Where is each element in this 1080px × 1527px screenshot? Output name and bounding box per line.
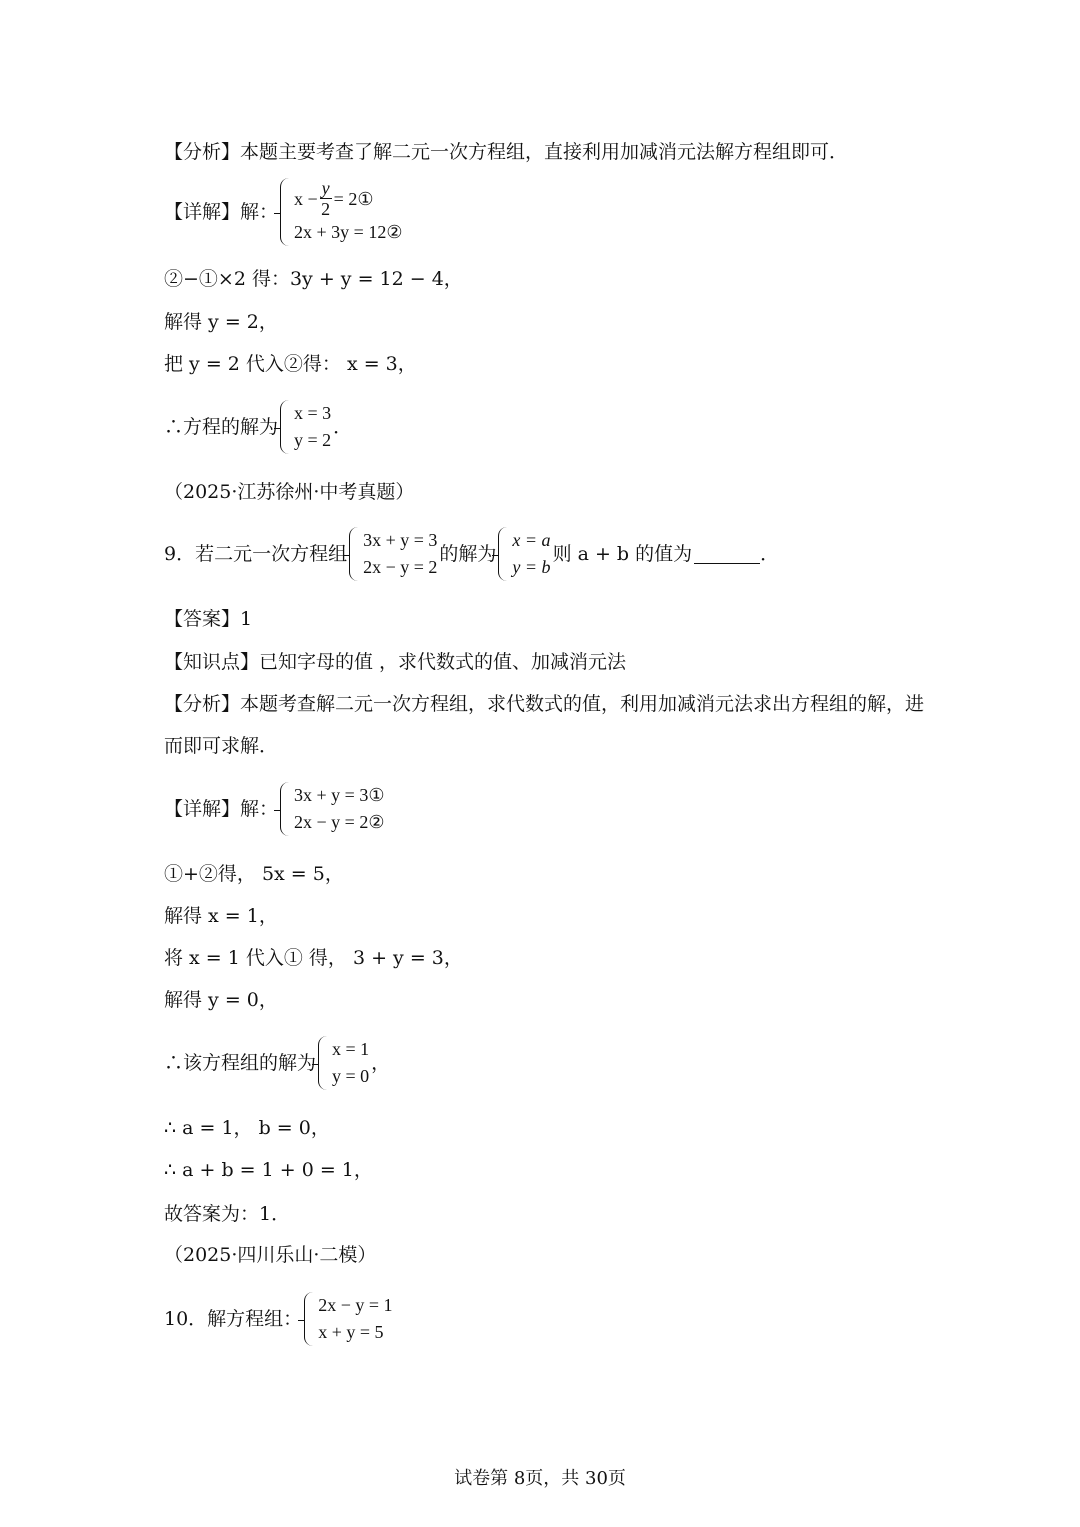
analysis-8: 【分析】本题主要考查了解二元一次方程组，直接利用加减消元法解方程组即可． — [164, 141, 849, 163]
fraction-y-over-2: $\frac{y}{2}$ — [321, 178, 331, 219]
step-9-5: ∴ a = 1， b = 0， — [164, 1117, 330, 1139]
question-10: 10．解方程组： 2x − y = 1 x + y = 5 — [164, 1292, 395, 1346]
detail-9: 【详解】解： 3x + y = 3① 2x − y = 2② — [164, 782, 386, 836]
step-8-1: ②−①×2 得：3y + y = 12 − 4， — [164, 268, 463, 290]
question-9: 9．若二元一次方程组 3x + y = 3 2x − y = 2 的解为 x = a y = b 则 a + b 的值为 ． — [164, 527, 779, 581]
solution-system-8: x = 3 y = 2 — [280, 400, 331, 454]
brace — [280, 400, 290, 454]
step-9-4: 解得 y = 0， — [164, 989, 278, 1011]
detail-8: 【详解】解： x − $\frac{y}{2}$ = 2① 2x + 3y = 12② — [164, 178, 404, 246]
solution-system-9: x = a y = b — [498, 527, 550, 581]
analysis-9-line2: 而即可求解． — [164, 735, 279, 757]
source-9: （2025·江苏徐州·中考真题） — [164, 481, 415, 503]
step-9-3: 将 x = 1 代入① 得， 3 + y = 3， — [164, 947, 463, 969]
answer-9: 【答案】1 — [164, 608, 253, 630]
solution-9: ∴该方程组的解为 x = 1 y = 0 ， — [164, 1036, 390, 1090]
source-10: （2025·四川乐山·二模） — [164, 1244, 377, 1266]
final-9: 故答案为：1． — [164, 1203, 291, 1225]
step-9-2: 解得 x = 1， — [164, 905, 278, 927]
equation-system-9-detail: 3x + y = 3① 2x − y = 2② — [280, 782, 384, 836]
equation-system-10: 2x − y = 1 x + y = 5 — [304, 1292, 392, 1346]
brace — [318, 1036, 328, 1090]
answer-blank — [694, 545, 760, 564]
equation-system-9: 3x + y = 3 2x − y = 2 — [349, 527, 437, 581]
step-8-3: 把 y = 2 代入②得： x = 3， — [164, 353, 417, 375]
step-9-6: ∴ a + b = 1 + 0 = 1， — [164, 1159, 373, 1181]
equation-system-8: x − $\frac{y}{2}$ = 2① 2x + 3y = 12② — [280, 178, 402, 246]
page-footer: 试卷第 8页，共 30页 — [454, 1468, 626, 1489]
step-9-1: ①+②得， 5x = 5， — [164, 863, 344, 885]
solution-system-9-detail: x = 1 y = 0 — [318, 1036, 369, 1090]
brace — [304, 1292, 314, 1346]
brace — [498, 527, 508, 581]
brace — [280, 782, 290, 836]
analysis-9-line1: 【分析】本题考查解二元一次方程组，求代数式的值，利用加减消元法求出方程组的解，进 — [164, 693, 925, 715]
brace — [349, 527, 359, 581]
step-8-2: 解得 y = 2， — [164, 311, 278, 333]
brace — [280, 178, 290, 246]
knowledge-9: 【知识点】已知字母的值 ，求代数式的值、加减消元法 — [164, 651, 627, 673]
conclusion-8: ∴方程的解为 x = 3 y = 2 ． — [164, 400, 352, 454]
